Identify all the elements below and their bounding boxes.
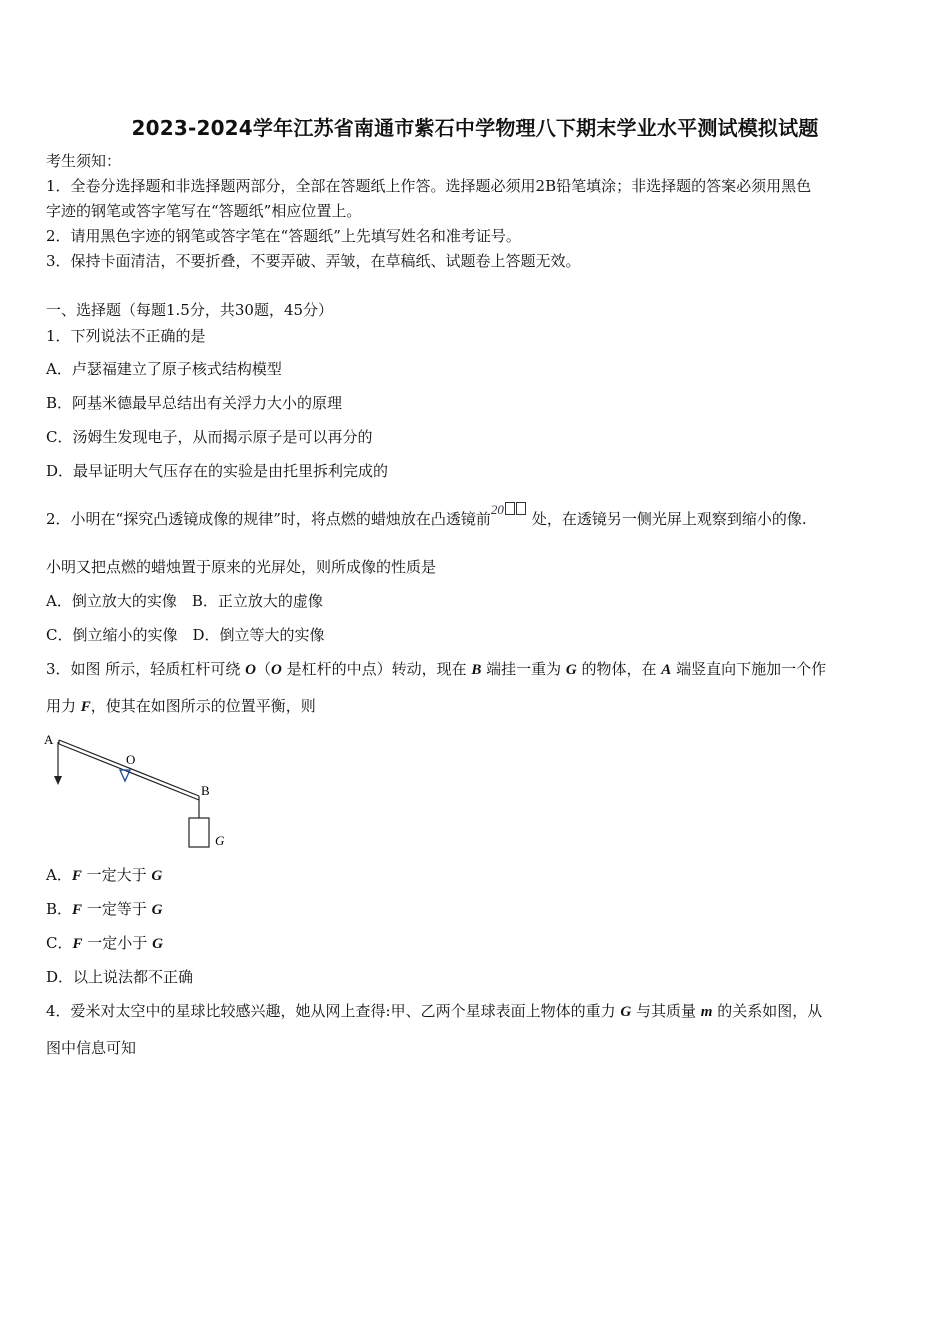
q2-stem2: 小明又把点燃的蜡烛置于原来的光屏处，则所成像的性质是 xyxy=(46,558,437,576)
q4-symbol: m xyxy=(700,1004,713,1020)
q3-symbol: O xyxy=(270,662,282,678)
option-prefix: C． xyxy=(46,934,73,952)
q2-options-cd: C．倒立缩小的实像 D．倒立等大的实像 xyxy=(46,626,325,644)
q2-stem-a: 2．小明在“探究凸透镜成像的规律”时，将点燃的蜡烛放在凸透镜前 xyxy=(46,510,491,528)
lever-figure xyxy=(40,728,240,853)
q2-options-ab: A．倒立放大的实像 B．正立放大的虚像 xyxy=(46,592,323,610)
label-o: O xyxy=(126,752,136,767)
q1-option-c: C．汤姆生发现电子，从而揭示原子是可以再分的 xyxy=(46,428,373,446)
q1-option-a: A．卢瑟福建立了原子核式结构模型 xyxy=(46,360,282,378)
q3-text: 的物体，在 xyxy=(576,660,662,678)
q3-symbol: G xyxy=(565,662,577,678)
q3-symbol: F xyxy=(80,699,91,715)
label-b: B xyxy=(201,783,210,798)
missing-glyph-icon xyxy=(505,502,515,515)
q3-symbol: G xyxy=(151,902,163,918)
section-heading: 一、选择题（每题1.5分，共30题，45分） xyxy=(46,301,334,319)
q4-stem xyxy=(46,1000,822,1023)
q2-stem xyxy=(46,502,807,531)
q3-option-c xyxy=(46,932,163,955)
q3-stem-line2 xyxy=(46,695,316,718)
q4-stem-line2: 图中信息可知 xyxy=(46,1039,137,1057)
q1-option-d: D．最早证明大气压存在的实验是由托里拆利完成的 xyxy=(46,462,389,480)
option-text: 一定大于 xyxy=(86,866,152,884)
force-arrow-icon xyxy=(54,776,62,785)
q1-stem: 1．下列说法不正确的是 xyxy=(46,327,206,345)
q2-distance: 20 xyxy=(490,502,504,517)
q3-stem xyxy=(46,658,826,681)
q3-symbol: F xyxy=(71,868,82,884)
q3-symbol: F xyxy=(72,936,83,952)
q3-symbol: G xyxy=(151,868,163,884)
q3-text: 是杠杆的中点）转动，现在 xyxy=(281,660,472,678)
q2-stem-b: 处，在透镜另一侧光屏上观察到缩小的像. xyxy=(531,510,807,528)
notice-item: 2．请用黑色字迹的钢笔或答字笔在“答题纸”上先填写姓名和准考证号。 xyxy=(46,227,521,245)
q3-option-a xyxy=(46,864,162,887)
q4-text: 与其质量 xyxy=(631,1002,701,1020)
page-title: 2023-2024学年江苏省南通市紫石中学物理八下期末学业水平测试模拟试题 xyxy=(131,116,819,140)
q4-symbol: G xyxy=(620,1004,632,1020)
q4-text: 的关系如图，从 xyxy=(712,1002,823,1020)
q3-text: 端竖直向下施加一个作 xyxy=(671,660,827,678)
q3-symbol: G xyxy=(152,936,163,952)
missing-glyph-icon xyxy=(516,502,526,515)
weight-block xyxy=(189,818,209,847)
q4-text: 4．爱米对太空中的星球比较感兴趣，她从网上查得:甲、乙两个星球表面上物体的重力 xyxy=(46,1002,621,1020)
lever-bar-top xyxy=(59,740,199,796)
notice-heading: 考生须知： xyxy=(46,152,122,170)
option-text: 一定小于 xyxy=(87,934,153,952)
label-a: A xyxy=(44,732,54,747)
option-prefix: A． xyxy=(46,866,72,884)
q3-text: 端挂一重为 xyxy=(481,660,566,678)
q3-symbol: F xyxy=(72,902,83,918)
notice-item: 字迹的钢笔或答字笔写在“答题纸”相应位置上。 xyxy=(46,202,362,220)
q3-text: 用力 xyxy=(46,697,81,715)
q3-text: （ xyxy=(255,660,271,678)
label-g: G xyxy=(215,833,225,848)
q3-symbol: O xyxy=(245,662,256,678)
notice-item: 3．保持卡面清洁，不要折叠，不要弄破、弄皱，在草稿纸、试题卷上答题无效。 xyxy=(46,252,581,270)
q1-option-b: B．阿基米德最早总结出有关浮力大小的原理 xyxy=(46,394,343,412)
notice-item: 1．全卷分选择题和非选择题两部分，全部在答题纸上作答。选择题必须用2B铅笔填涂；非选择题的答案必须用黑色 xyxy=(46,177,812,195)
q3-option-b xyxy=(46,898,162,921)
q3-text: ，使其在如图所示的位置平衡，则 xyxy=(90,697,316,715)
q3-symbol: A xyxy=(661,662,672,678)
option-prefix: B． xyxy=(46,900,73,918)
option-text: 一定等于 xyxy=(86,900,152,918)
q3-text: 3．如图 所示，轻质杠杆可绕 xyxy=(46,660,246,678)
q3-option-d: D．以上说法都不正确 xyxy=(46,968,194,986)
q3-symbol: B xyxy=(471,662,482,678)
